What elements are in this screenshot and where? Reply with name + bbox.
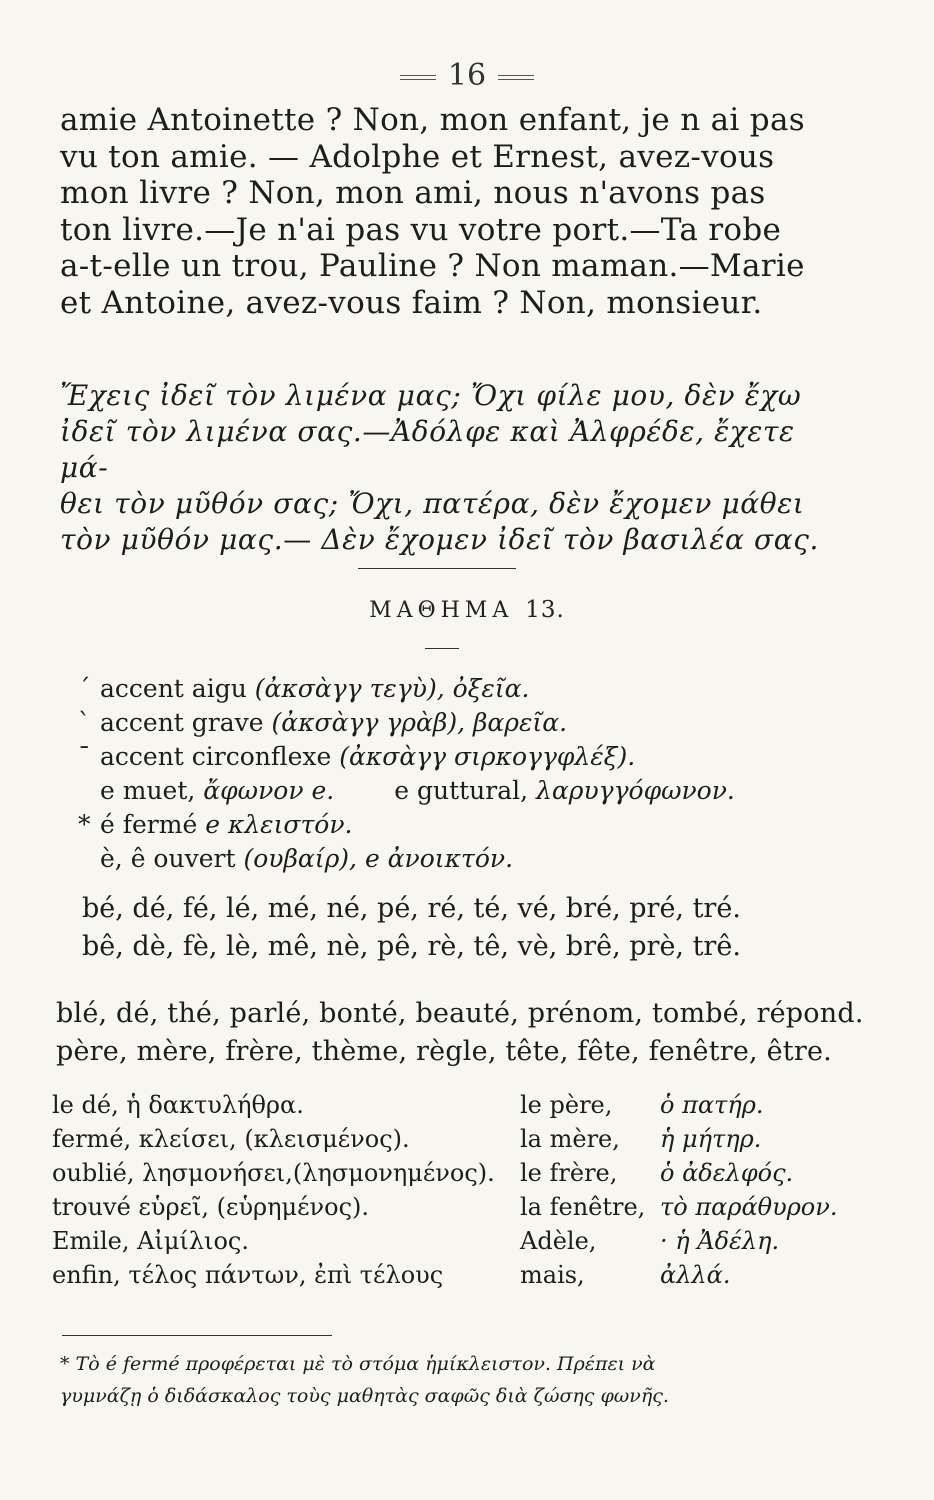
accent-name: accent grave: [100, 708, 264, 737]
prose-line: a-t-elle un trou, Pauline ? Non maman.—Marie: [60, 248, 805, 284]
accent-mark: *: [78, 810, 91, 839]
vocab-left: le dé, ἡ δακτυλήθρα.: [52, 1091, 304, 1119]
vocab-left: fermé, κλείσει, (κλεισμένος).: [52, 1125, 410, 1153]
greek-line: Ἔχεις ἰδεῖ τὸν λιμένα μας; Ὄχι φίλε μου, δὲν ἔχω: [60, 379, 802, 412]
word-line: blé, dé, thé, parlé, bonté, beauté, prénom, tombé, répond.: [56, 998, 864, 1029]
heading-underline: [425, 648, 459, 649]
accent-row: [78, 774, 858, 808]
lesson-heading: [0, 597, 934, 623]
accent-row: [78, 740, 858, 774]
vocab-row: [52, 1258, 862, 1292]
footnote: [60, 1348, 850, 1412]
french-exercise-text: [60, 102, 850, 321]
vocab-row: [52, 1190, 862, 1224]
vocab-row: [52, 1088, 862, 1122]
vocab-french: le frère,: [520, 1159, 618, 1187]
vocab-row: [52, 1122, 862, 1156]
greek-line: τὸν μῦθόν μας.— Δὲν ἔχομεν ἰδεῖ τὸν βασιλέα σας.: [60, 523, 820, 556]
folio-rule-left: [400, 75, 436, 80]
accent-greek: (ἀκσὰγγ σιρκογγφλέξ).: [339, 742, 636, 771]
prose-line: amie Antoinette ? Non, mon enfant, je n ai pas: [60, 102, 805, 138]
section-divider: [358, 568, 516, 569]
footnote-line: * Τὸ é fermé προφέρεται μὲ τὸ στόμα ἡμίκλειστον. Πρέπει νὰ: [60, 1353, 656, 1375]
vocab-greek: ὁ πατήρ.: [660, 1091, 764, 1119]
vocab-left: trouvé εὑρεῖ, (εὑρημένος).: [52, 1193, 370, 1221]
prose-line: mon livre ? Non, mon ami, nous n'avons pas: [60, 175, 766, 211]
footnote-line: γυμνάζῃ ὁ διδάσκαλος τοὺς μαθητὰς σαφῶς διὰ ζώσης φωνῆς.: [60, 1385, 669, 1407]
accent-row: [78, 808, 858, 842]
accent-mark: ´: [78, 674, 91, 703]
vocab-left: Emile, Αἰμίλιος.: [52, 1227, 249, 1255]
accent-name: é fermé: [100, 810, 198, 839]
vocab-row: [52, 1156, 862, 1190]
footnote-rule: [62, 1335, 332, 1336]
vocab-french: le père,: [520, 1091, 613, 1119]
greek-line: ἰδεῖ τὸν λιμένα σας.—Ἀδόλφε καὶ Ἀλφρέδε, ἔχετε μά-: [60, 415, 795, 484]
vocab-greek: ἀλλά.: [660, 1261, 731, 1289]
vocab-french: la mère,: [520, 1125, 620, 1153]
vocab-greek: · ἡ Ἀδέλη.: [660, 1227, 780, 1255]
accent-name: e muet,: [100, 776, 196, 805]
lesson-title: ΜΑΘΗΜΑ: [369, 598, 514, 623]
accent-greek: (ἀκσὰγγ γρὰβ), βαρεῖα.: [271, 708, 568, 737]
vocab-left: oublié, λησμονήσει,(λησμονημένος).: [52, 1159, 495, 1187]
vocabulary-list: [52, 1088, 862, 1292]
prose-line: vu ton amie. — Adolphe et Ernest, avez-vous: [60, 138, 775, 175]
accent-greek: e κλειστόν.: [205, 810, 353, 839]
folio-rule-right: [498, 75, 534, 80]
vocab-greek: ὁ ἀδελφός.: [660, 1159, 794, 1187]
prose-line: et Antoine, avez-vous faim ? Non, monsieur.: [60, 284, 763, 321]
vocab-french: la fenêtre,: [520, 1193, 646, 1221]
page-number: 16: [0, 58, 934, 93]
accent-name: accent circonflexe: [100, 742, 332, 771]
accents-list: [78, 672, 858, 876]
accent-name: è, ê ouvert: [100, 844, 236, 873]
accent-name: e guttural,: [394, 776, 529, 805]
accent-greek: (ἀκσὰγγ τεγὺ), ὀξεῖα.: [254, 674, 530, 703]
accent-row: [78, 842, 858, 876]
accent-mark: `: [78, 708, 91, 737]
word-drill: [56, 995, 876, 1071]
greek-line: θει τὸν μῦθόν σας; Ὄχι, πατέρα, δὲν ἔχομεν μάθει: [60, 487, 805, 520]
syllable-line: bê, dè, fè, lè, mê, nè, pê, rè, tê, vè, brê, prè, trê.: [82, 931, 741, 962]
vocab-greek: ἡ μήτηρ.: [660, 1125, 762, 1153]
accent-greek: (ουβαίρ), e ἀνοικτόν.: [243, 844, 514, 873]
vocab-left: enfin, τέλος πάντων, ἐπὶ τέλους: [52, 1261, 444, 1289]
syllable-line: bé, dé, fé, lé, mé, né, pé, ré, té, vé, bré, pré, tré.: [82, 893, 741, 924]
accent-greek: λαρυγγόφωνον.: [536, 776, 735, 805]
vocab-greek: τὸ παράθυρον.: [660, 1193, 838, 1221]
vocab-french: mais,: [520, 1261, 585, 1289]
vocab-row: [52, 1224, 862, 1258]
accent-name: accent aigu: [100, 674, 247, 703]
word-line: père, mère, frère, thème, règle, tête, fête, fenêtre, être.: [56, 1036, 832, 1067]
greek-exercise-text: [60, 378, 850, 558]
accent-greek: ἄφωνον e.: [203, 776, 335, 805]
lesson-number: 13.: [525, 597, 565, 623]
vocab-french: Adèle,: [520, 1227, 597, 1255]
accent-mark: ˉ: [78, 742, 91, 771]
accent-row: [78, 672, 858, 706]
accent-row: [78, 706, 858, 740]
prose-line: ton livre.—Je n'ai pas vu votre port.—Ta robe: [60, 211, 782, 248]
syllable-drill: [82, 890, 862, 966]
